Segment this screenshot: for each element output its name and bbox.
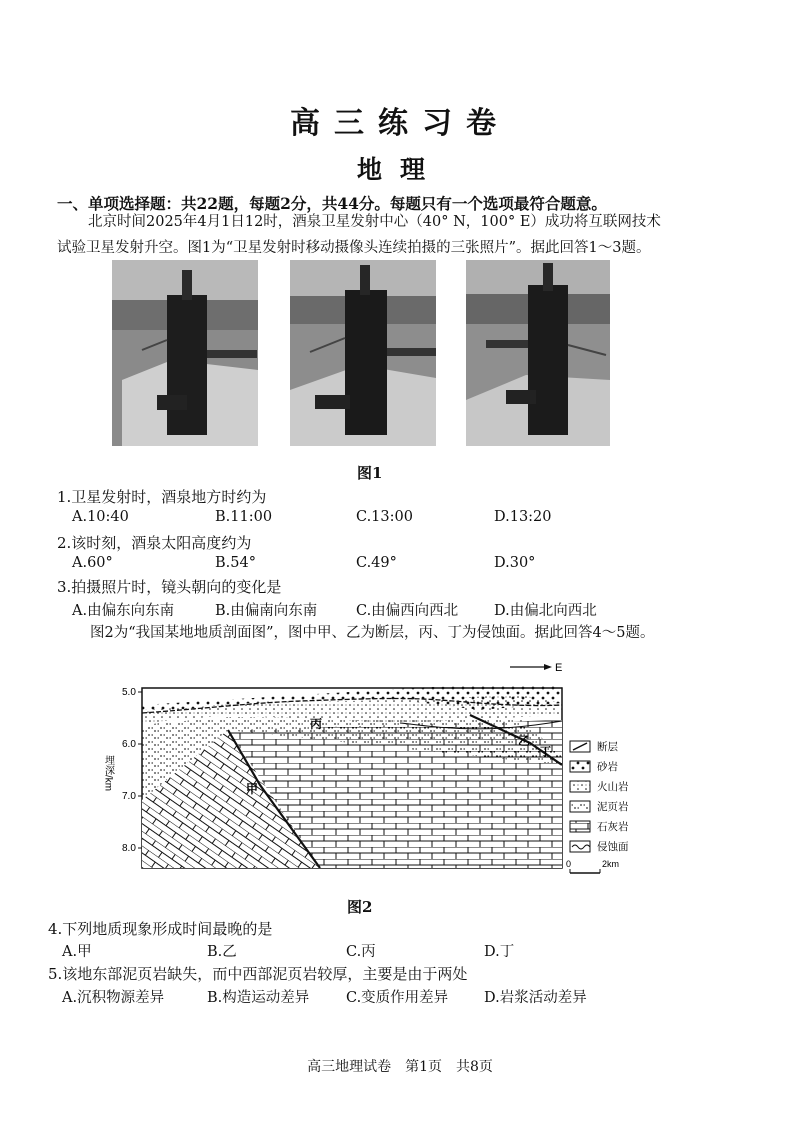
tick-5: 5.0	[122, 687, 136, 698]
legend-shale: 泥页岩	[597, 801, 629, 813]
legend-volcanic: 火山岩	[597, 781, 629, 793]
q2-option-b[interactable]: B.54°	[215, 555, 256, 571]
photo-2	[290, 260, 436, 446]
legend-sandstone: 砂岩	[597, 761, 618, 773]
q3-stem: 3.拍摄照片时，镜头朝向的变化是	[57, 578, 282, 596]
page-footer: 高三地理试卷 第1页 共8页	[307, 1059, 493, 1075]
intro-line-2: 试验卫星发射升空。图1为“卫星发射时移动摄像头连续拍摄的三张照片”。据此回答1～3题。	[57, 240, 651, 256]
q3-option-d[interactable]: D.由偏北向西北	[494, 603, 597, 619]
q3-option-c[interactable]: C.由偏西向西北	[356, 603, 459, 619]
legend-erosion: 侵蚀面	[597, 841, 629, 853]
q4-option-c[interactable]: C.丙	[346, 944, 376, 960]
direction-label: E	[555, 662, 563, 674]
q5-option-b[interactable]: B.构造运动差异	[207, 990, 310, 1006]
q4-option-b[interactable]: B.乙	[207, 944, 237, 960]
q2-option-c[interactable]: C.49°	[356, 555, 397, 571]
tick-8: 8.0	[122, 843, 136, 854]
q1-option-c[interactable]: C.13:00	[356, 509, 413, 525]
page-title: 高三练习卷	[290, 106, 510, 141]
photo-1	[112, 260, 258, 446]
q4-option-a[interactable]: A.甲	[62, 944, 92, 960]
label-jia: 甲	[246, 782, 259, 796]
q1-option-a[interactable]: A.10:40	[72, 509, 129, 525]
axis-label: 埋深/km	[102, 755, 114, 792]
intro-2: 图2为“我国某地地质剖面图”，图中甲、乙为断层，丙、丁为侵蚀面。据此回答4～5题。	[90, 625, 655, 641]
q4-stem: 4.下列地质现象形成时间最晚的是	[48, 920, 273, 938]
q1-option-d[interactable]: D.13:20	[494, 509, 552, 525]
q2-option-d[interactable]: D.30°	[494, 555, 536, 571]
section-heading: 一、单项选择题：共22题，每题2分，共44分。每题只有一个选项最符合题意。	[57, 194, 607, 213]
q2-option-a[interactable]: A.60°	[72, 555, 113, 571]
q5-stem: 5.该地东部泥页岩缺失，而中西部泥页岩较厚，主要是由于两处	[48, 965, 468, 983]
subject-title: 地理	[356, 155, 443, 184]
q3-option-a[interactable]: A.由偏东向东南	[72, 603, 175, 619]
geology-section	[100, 655, 660, 885]
q5-option-c[interactable]: C.变质作用差异	[346, 990, 449, 1006]
q2-stem: 2.该时刻，酒泉太阳高度约为	[57, 534, 252, 552]
label-yi: 乙	[518, 734, 531, 748]
q1-stem: 1.卫星发射时，酒泉地方时约为	[57, 488, 267, 506]
label-ding: 丁	[540, 745, 551, 758]
photo-3	[466, 260, 610, 446]
q1-option-b[interactable]: B.11:00	[215, 509, 273, 525]
scale-zero: 0	[566, 859, 572, 869]
scale-length: 2km	[602, 859, 620, 869]
q4-option-d[interactable]: D.丁	[484, 944, 515, 960]
tick-6: 6.0	[122, 739, 136, 750]
figure2-caption: 图2	[347, 898, 373, 916]
label-bing: 丙	[310, 717, 323, 731]
intro-line-1: 北京时间2025年4月1日12时，酒泉卫星发射中心（40° N，100° E）成功将互联网技术	[88, 214, 661, 230]
legend-limestone: 石灰岩	[597, 821, 629, 833]
q5-option-a[interactable]: A.沉积物源差异	[62, 990, 165, 1006]
q3-option-b[interactable]: B.由偏南向东南	[215, 603, 318, 619]
legend-fault: 断层	[597, 741, 618, 753]
figure1-caption: 图1	[357, 464, 383, 482]
tick-7: 7.0	[122, 791, 136, 802]
q5-option-d[interactable]: D.岩浆活动差异	[484, 990, 587, 1006]
